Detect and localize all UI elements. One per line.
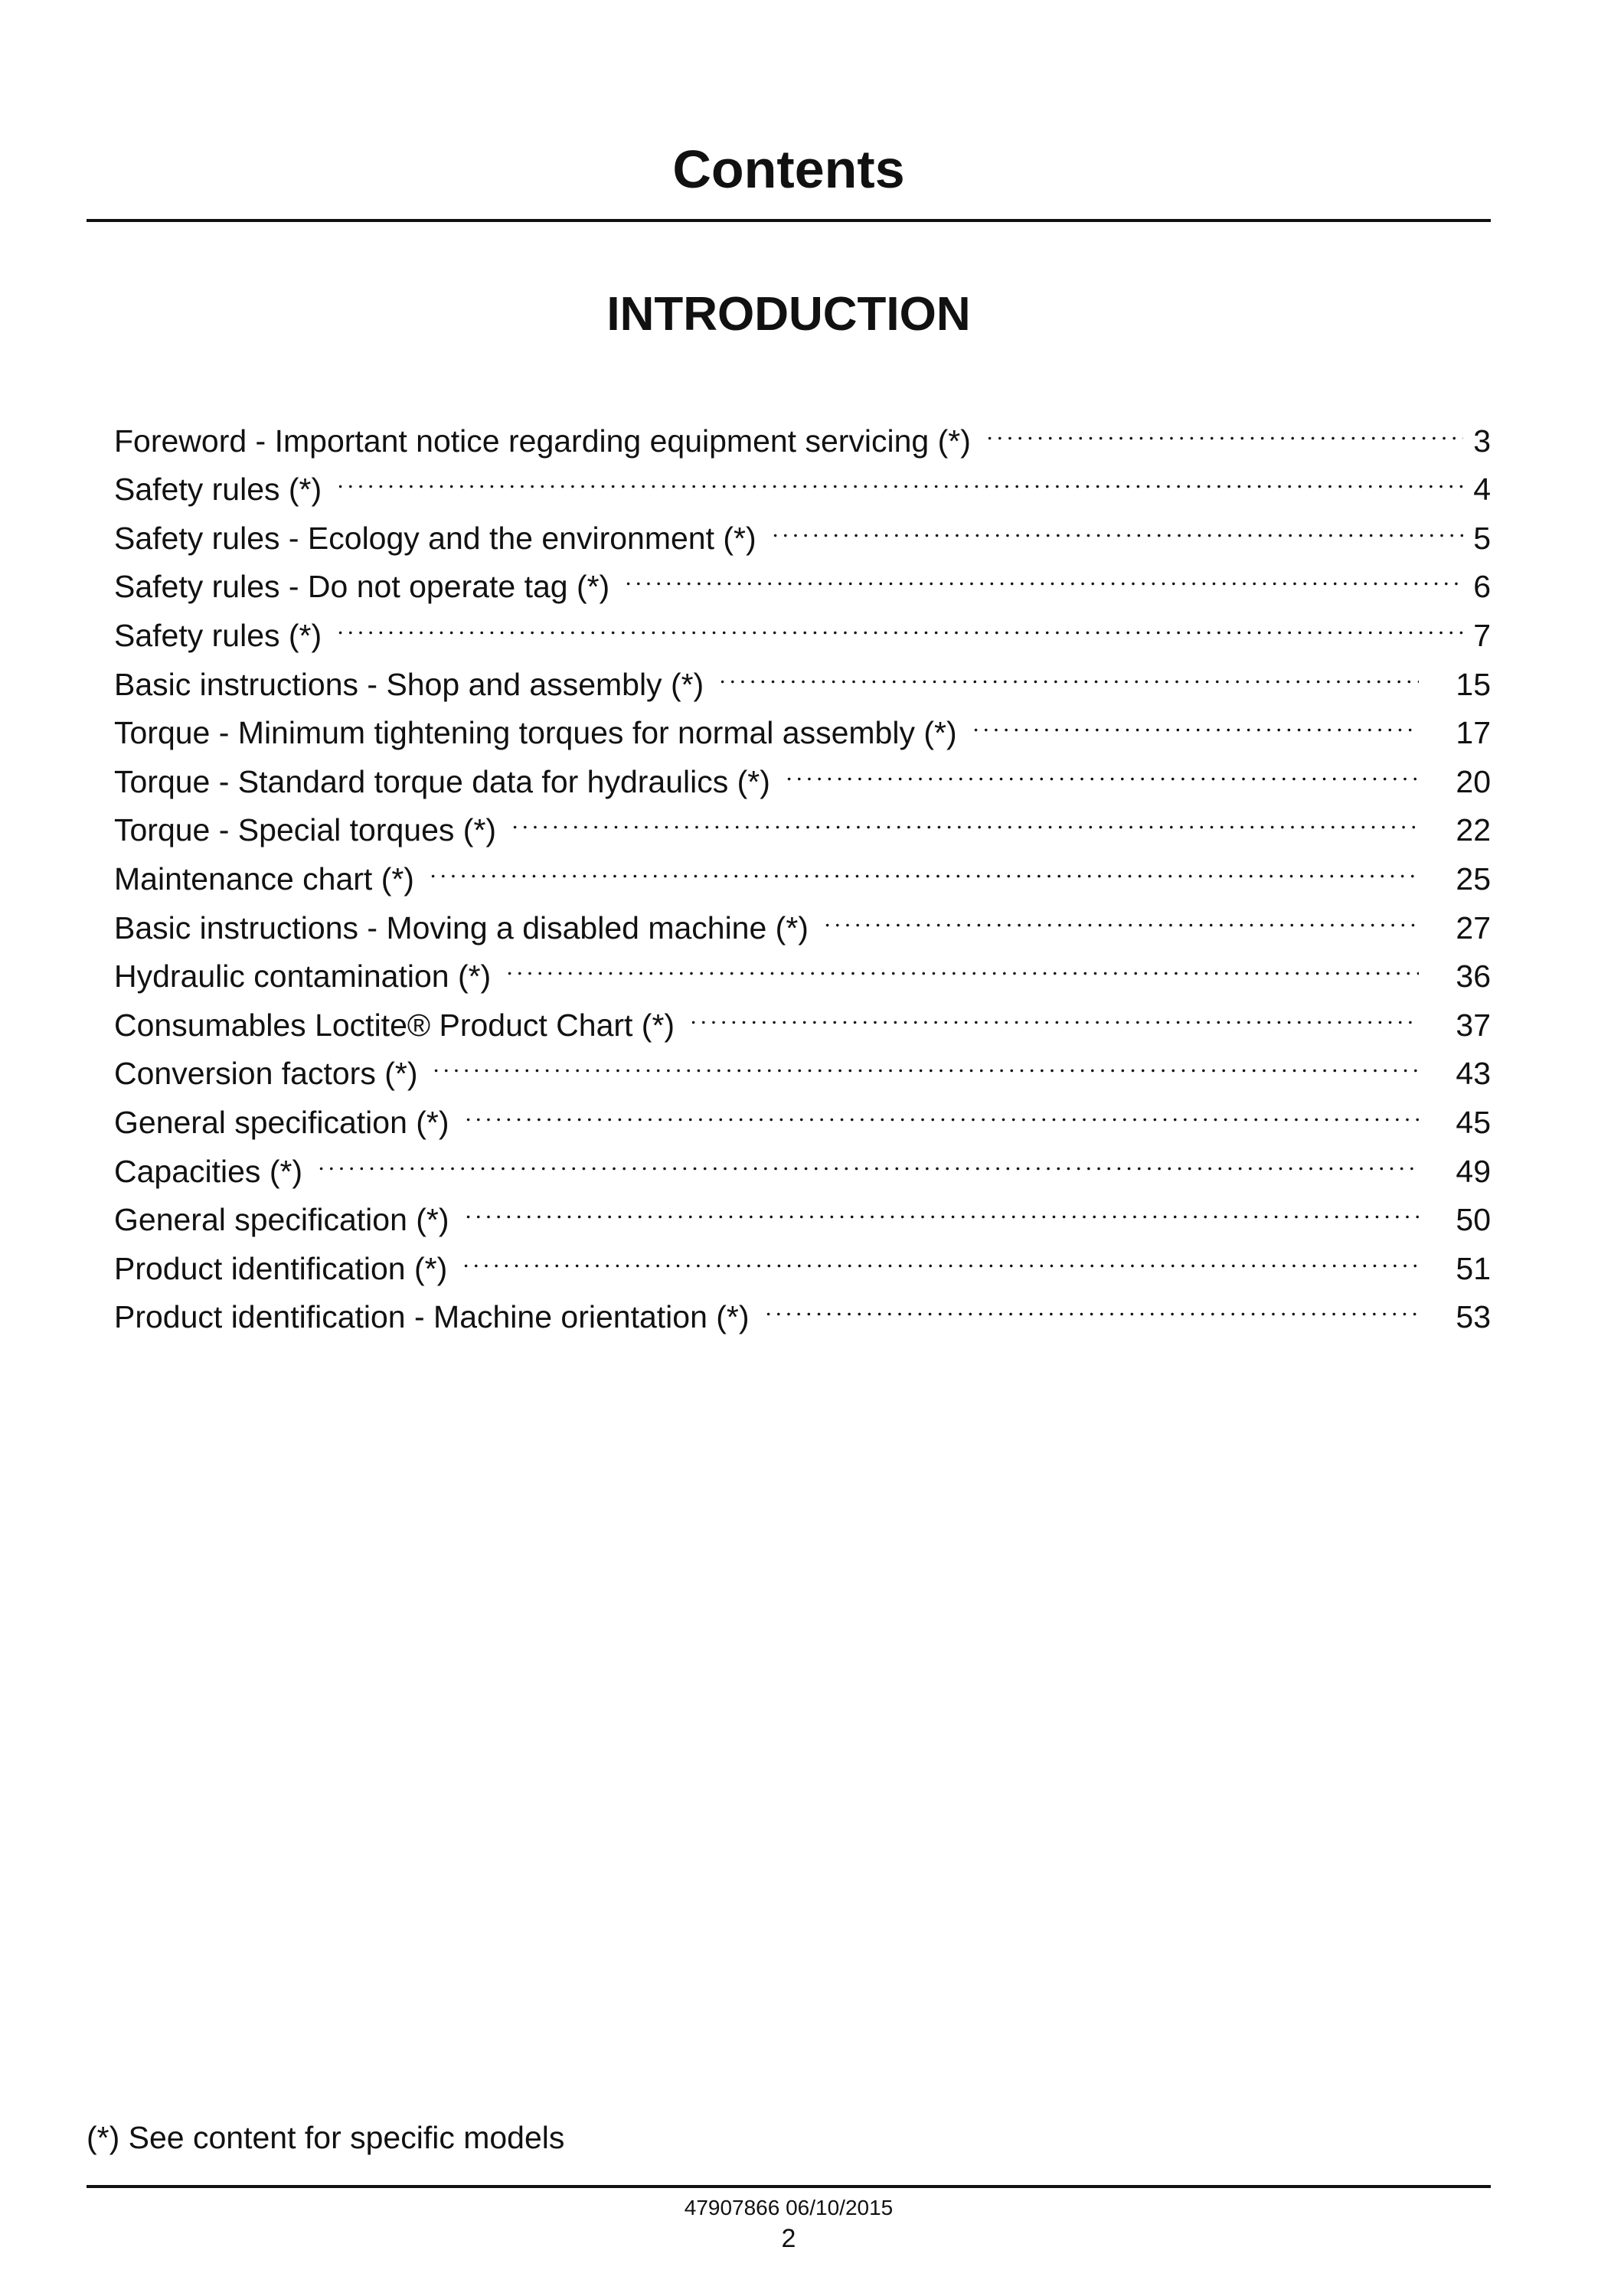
section-title: INTRODUCTION	[606, 288, 971, 341]
toc-entry-page: 51	[1456, 1250, 1491, 1286]
page-number: 2	[781, 2224, 796, 2253]
toc-entry-page: 27	[1456, 910, 1491, 946]
toc-entry-page: 6	[1473, 569, 1491, 605]
toc-dot-leader	[502, 939, 1422, 988]
toc-dot-leader	[760, 1279, 1422, 1328]
toc-entry-page: 45	[1456, 1104, 1491, 1140]
toc-entry-label: Safety rules (*)	[114, 617, 322, 653]
toc-dot-leader	[425, 841, 1422, 890]
toc-entry-label: Torque - Special torques (*)	[114, 812, 497, 848]
title-divider	[87, 219, 1491, 222]
toc-entry-page: 25	[1456, 861, 1491, 897]
toc-entry-label: Product identification (*)	[114, 1250, 448, 1286]
toc-entry-label: Capacities (*)	[114, 1153, 303, 1189]
toc-entry-page: 15	[1456, 666, 1491, 702]
toc-dot-leader	[620, 549, 1466, 598]
toc-dot-leader	[781, 743, 1422, 792]
toc-dot-leader	[428, 1036, 1422, 1085]
toc-dot-leader	[685, 987, 1422, 1036]
toc-entry[interactable]	[114, 403, 1491, 459]
toc-entry-label: Basic instructions - Shop and assembly (*)	[114, 666, 704, 702]
toc-dot-leader	[332, 597, 1466, 646]
toc-entry-label: Foreword - Important notice regarding equipment servicing (*)	[114, 423, 971, 459]
toc-entry[interactable]	[114, 1133, 1491, 1189]
toc-entry-page: 49	[1456, 1153, 1491, 1189]
toc-entry-label: Safety rules - Ecology and the environment (*)	[114, 520, 756, 556]
page-title: Contents	[672, 139, 905, 199]
toc-entry-page: 37	[1456, 1007, 1491, 1043]
footnote: (*) See content for specific models	[87, 2120, 565, 2155]
toc-entry-page: 43	[1456, 1056, 1491, 1092]
toc-dot-leader	[714, 646, 1422, 695]
toc-dot-leader	[460, 1182, 1422, 1231]
toc-dot-leader	[507, 792, 1422, 841]
toc-entry-page: 17	[1456, 715, 1491, 751]
table-of-contents	[114, 403, 1491, 1335]
toc-dot-leader	[313, 1133, 1422, 1182]
toc-entry-label: Product identification - Machine orientation (*)	[114, 1299, 750, 1335]
document-id: 47907866 06/10/2015	[684, 2196, 894, 2219]
toc-entry-label: Torque - Standard torque data for hydraulics (*)	[114, 763, 770, 799]
toc-entry-label: Torque - Minimum tightening torques for normal assembly (*)	[114, 715, 957, 751]
toc-dot-leader	[819, 890, 1422, 939]
toc-dot-leader	[982, 403, 1466, 452]
toc-entry-page: 20	[1456, 763, 1491, 799]
toc-entry-label: General specification (*)	[114, 1104, 449, 1140]
toc-entry-label: Consumables Loctite® Product Chart (*)	[114, 1007, 675, 1043]
toc-entry-page: 36	[1456, 959, 1491, 994]
toc-entry[interactable]	[114, 1182, 1491, 1238]
toc-entry-label: Basic instructions - Moving a disabled machine (*)	[114, 910, 809, 946]
toc-entry-page: 3	[1473, 423, 1491, 459]
toc-dot-leader	[458, 1230, 1422, 1279]
toc-entry-page: 7	[1473, 617, 1491, 653]
toc-entry-page: 22	[1456, 812, 1491, 848]
toc-entry-label: Maintenance chart (*)	[114, 861, 414, 897]
toc-dot-leader	[767, 500, 1466, 549]
toc-entry-page: 4	[1473, 472, 1491, 508]
toc-entry-label: Conversion factors (*)	[114, 1056, 418, 1092]
toc-entry-label: General specification (*)	[114, 1202, 449, 1238]
toc-dot-leader	[332, 452, 1466, 501]
toc-entry-label: Safety rules - Do not operate tag (*)	[114, 569, 610, 605]
toc-entry-page: 5	[1473, 520, 1491, 556]
footer-divider	[87, 2185, 1491, 2188]
toc-entry-page: 53	[1456, 1299, 1491, 1335]
toc-entry-label: Safety rules (*)	[114, 472, 322, 508]
toc-entry-label: Hydraulic contamination (*)	[114, 959, 492, 994]
toc-entry-page: 50	[1456, 1202, 1491, 1238]
toc-dot-leader	[460, 1084, 1422, 1133]
toc-dot-leader	[968, 695, 1422, 744]
